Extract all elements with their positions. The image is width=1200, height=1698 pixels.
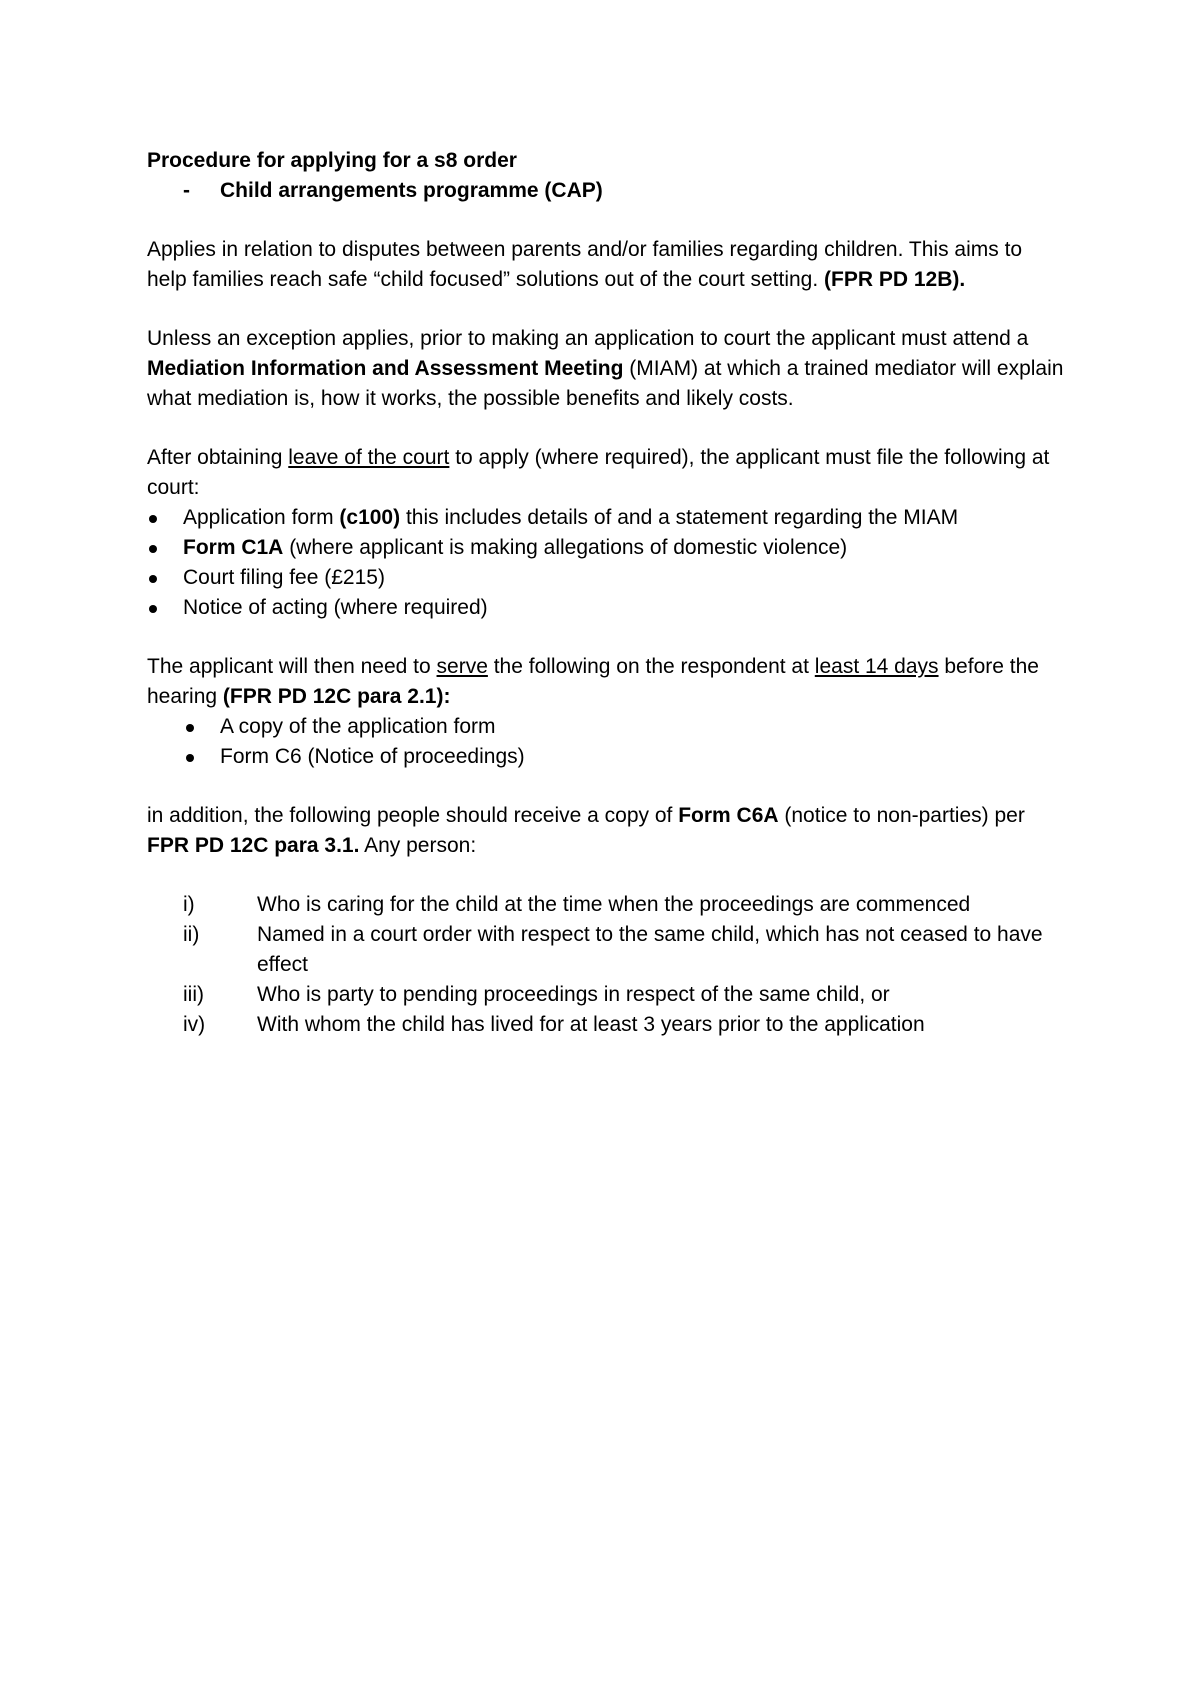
list-item: Form C1A (where applicant is making allegations of domestic violence) <box>147 533 1067 563</box>
document-title: Procedure for applying for a s8 order <box>147 149 517 172</box>
form-c6a: Form C6A <box>678 804 779 827</box>
list-number: ii) <box>183 923 200 946</box>
list-item: Notice of acting (where required) <box>147 593 1067 623</box>
serve-term: serve <box>436 655 488 678</box>
miam-term: Mediation Information and Assessment Meeting <box>147 357 624 380</box>
paragraph-serve: The applicant will then need to serve the following on the respondent at least 14 days before the hearing (FPR PD 12C para 2.1): <box>147 655 1039 708</box>
paragraph-cap: Applies in relation to disputes between parents and/or families regarding children. This aims to help families reach safe “child focused” solutions out of the court setting. (FPR PD 12B). <box>147 238 1023 291</box>
paragraph-filing: After obtaining leave of the court to apply (where required), the applicant must file the following at court: <box>147 446 1050 499</box>
days-term: least 14 days <box>814 655 939 678</box>
bullet-icon <box>149 545 157 553</box>
list-item: A copy of the application form <box>147 712 1067 742</box>
list-item: i) Who is caring for the child at the time when the proceedings are commenced <box>147 890 1067 920</box>
list-item: Form C6 (Notice of proceedings) <box>147 742 1067 772</box>
serve-list <box>147 712 1067 772</box>
paragraph-miam: Unless an exception applies, prior to making an application to court the applicant must attend a Mediation Information and Assessment Meeting (MIAM) at which a trained mediator will explain what mediation is, how it works, the possible benefits and likely costs. <box>147 327 1064 410</box>
dash-marker: - <box>183 179 190 202</box>
subtitle: Child arrangements programme (CAP) <box>220 179 603 202</box>
reference: (FPR PD 12B). <box>824 268 966 291</box>
list-item: iii) Who is party to pending proceedings in respect of the same child, or <box>147 980 1067 1010</box>
leave-of-court: leave of the court <box>288 446 450 469</box>
list-number: iv) <box>183 1013 206 1036</box>
bullet-icon <box>186 724 194 732</box>
reference: (FPR PD 12C para 2.1): <box>222 685 451 708</box>
list-item: Application form (c100) this includes details of and a statement regarding the MIAM <box>147 503 1067 533</box>
filing-list <box>147 503 1067 623</box>
reference: FPR PD 12C para 3.1. <box>147 834 360 857</box>
list-number: iii) <box>183 983 204 1006</box>
bullet-icon <box>149 515 157 523</box>
bullet-icon <box>149 575 157 583</box>
list-item: iv) With whom the child has lived for at least 3 years prior to the application <box>147 1010 1067 1040</box>
list-item: Court filing fee (£215) <box>147 563 1067 593</box>
persons-list <box>147 890 1067 1040</box>
bullet-icon <box>149 605 157 613</box>
list-number: i) <box>183 893 195 916</box>
list-item: ii) Named in a court order with respect to the same child, which has not ceased to have effect <box>147 920 1067 980</box>
bullet-icon <box>186 754 194 762</box>
paragraph-non-parties: in addition, the following people should receive a copy of Form C6A (notice to non-parties) per FPR PD 12C para 3.1. Any person: <box>147 804 1025 857</box>
document-page <box>147 146 1067 1040</box>
subtitle-row <box>147 176 1067 206</box>
